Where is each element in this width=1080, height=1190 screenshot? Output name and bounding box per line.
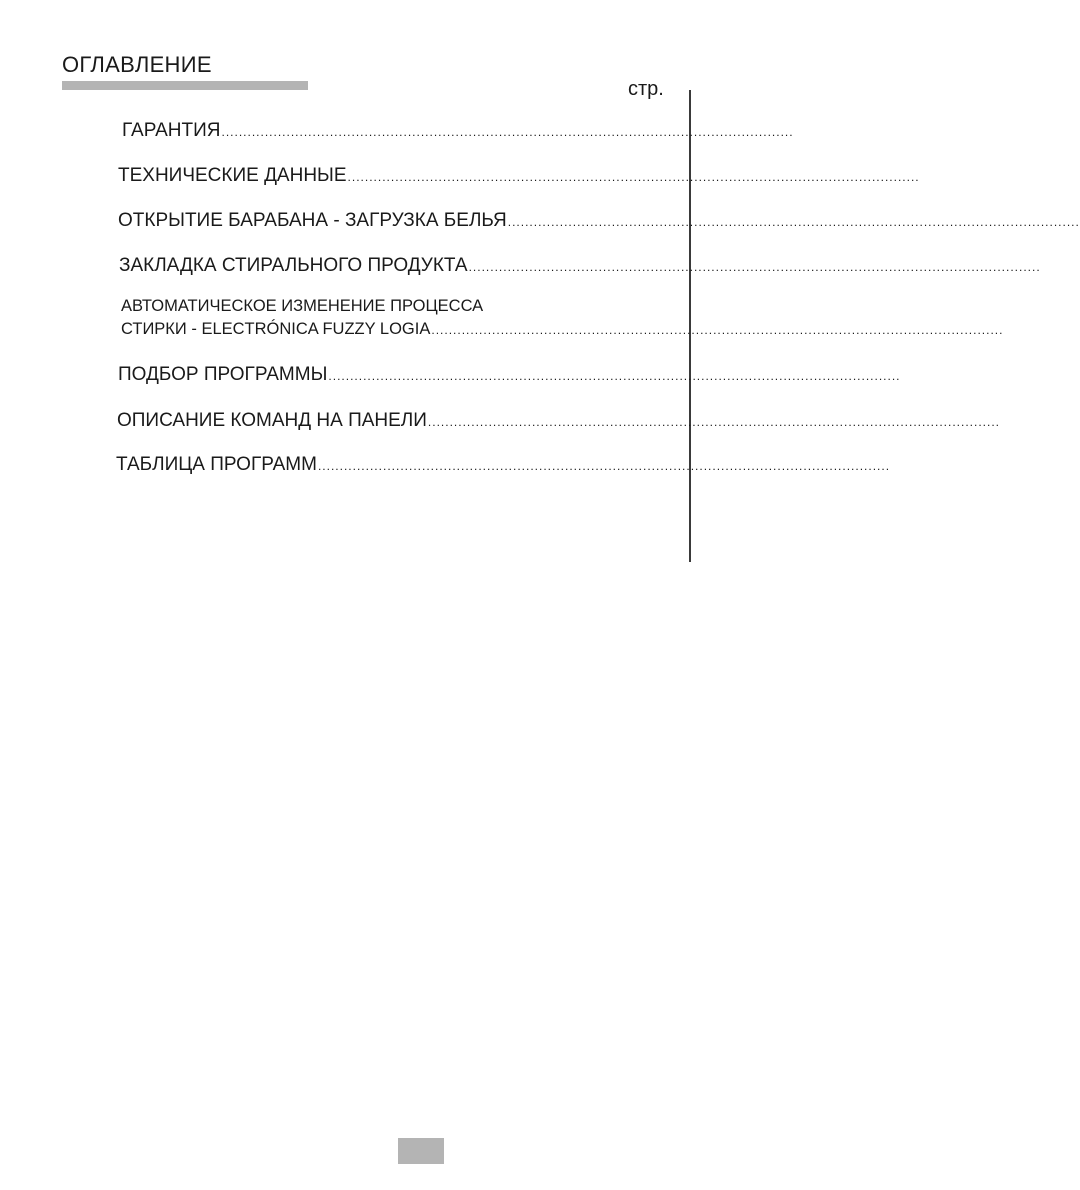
toc-entry-program-table[interactable] [116, 454, 891, 476]
toc-entry-label: ЗАКЛАДКА СТИРАЛЬНОГО ПРОДУКТА [119, 255, 468, 276]
dot-leader: .................................................................................................................................... [427, 415, 1001, 429]
dot-leader: .................................................................................................................................... [221, 125, 794, 139]
dot-leader: .................................................................................................................................... [507, 215, 1080, 229]
dot-leader: .................................................................................................................................... [431, 323, 1004, 337]
toc-entry-label: СТИРКИ - ELECTRÓNICA FUZZY LOGIA [121, 320, 431, 338]
toc-entry-fuzzy-logic-line1: АВТОМАТИЧЕСКОЕ ИЗМЕНЕНИЕ ПРОЦЕССА [121, 297, 484, 315]
page-column-label: стр. [628, 78, 664, 100]
toc-entry-fuzzy-logic[interactable] [121, 320, 1004, 339]
toc-entry-label: ТЕХНИЧЕСКИЕ ДАННЫЕ [118, 165, 347, 186]
toc-entry-detergent[interactable] [119, 255, 1041, 277]
dot-leader: .................................................................................................................................... [317, 459, 891, 473]
toc-entry-drum-opening[interactable] [118, 210, 1080, 232]
page-title: ОГЛАВЛЕНИЕ [62, 52, 212, 77]
toc-entry-program-selection[interactable] [118, 364, 901, 386]
toc-entry-label: ТАБЛИЦА ПРОГРАММ [116, 454, 317, 475]
toc-entry-label: ОПИСАНИЕ КОМАНД НА ПАНЕЛИ [117, 410, 427, 431]
toc-entry-technical-data[interactable] [118, 165, 920, 187]
dot-leader: .................................................................................................................................... [468, 260, 1041, 274]
toc-entry-label: ГАРАНТИЯ [122, 120, 221, 141]
page-number-tab [398, 1138, 444, 1164]
toc-entry-panel-controls[interactable] [117, 410, 1001, 432]
toc-entry-warranty[interactable] [122, 120, 794, 142]
dot-leader: .................................................................................................................................... [328, 369, 901, 383]
dot-leader: .................................................................................................................................... [347, 170, 920, 184]
toc-entry-label: ПОДБОР ПРОГРАММЫ [118, 364, 328, 385]
title-underline-bar [62, 81, 308, 90]
toc-entry-label: ОТКРЫТИЕ БАРАБАНА - ЗАГРУЗКА БЕЛЬЯ [118, 210, 507, 231]
